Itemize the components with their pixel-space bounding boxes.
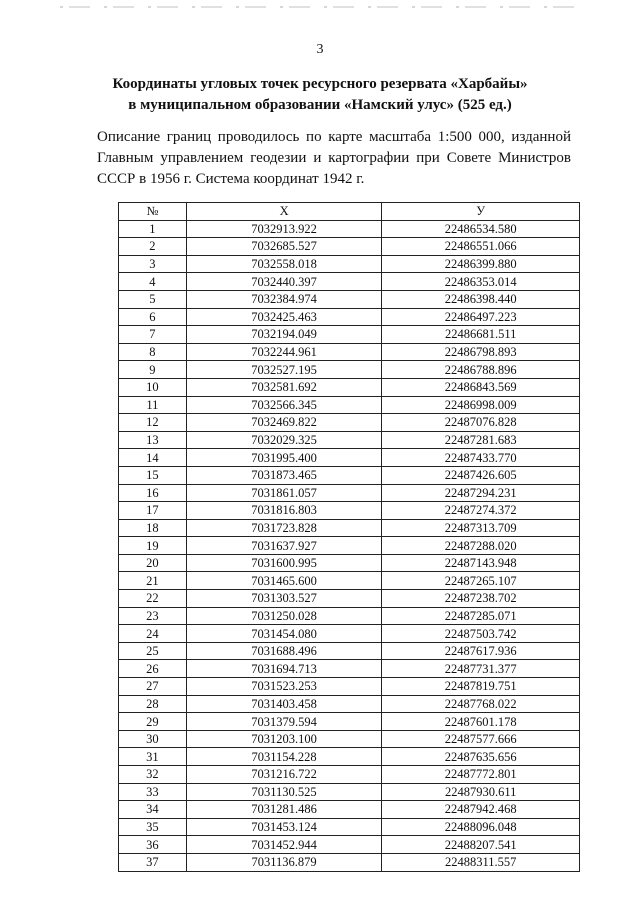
point-number-cell: 30 [119, 730, 187, 748]
table-body [119, 220, 580, 871]
x-coordinate-cell: 7031452.944 [186, 836, 382, 854]
x-coordinate-cell: 7032558.018 [186, 255, 382, 273]
point-number-cell: 29 [119, 713, 187, 731]
y-coordinate-cell: 22487143.948 [382, 554, 580, 572]
table-row [119, 660, 580, 678]
table-row [119, 695, 580, 713]
y-coordinate-cell: 22488207.541 [382, 836, 580, 854]
table-row [119, 519, 580, 537]
table-row [119, 713, 580, 731]
table-row [119, 730, 580, 748]
y-coordinate-cell: 22488311.557 [382, 853, 580, 871]
point-number-cell: 33 [119, 783, 187, 801]
table-row [119, 449, 580, 467]
y-coordinate-cell: 22487294.231 [382, 484, 580, 502]
y-coordinate-cell: 22486998.009 [382, 396, 580, 414]
x-coordinate-cell: 7031816.803 [186, 502, 382, 520]
x-coordinate-cell: 7031136.879 [186, 853, 382, 871]
y-coordinate-cell: 22486788.896 [382, 361, 580, 379]
point-number-cell: 35 [119, 818, 187, 836]
x-coordinate-cell: 7031453.124 [186, 818, 382, 836]
point-number-cell: 10 [119, 378, 187, 396]
table-row [119, 361, 580, 379]
document-title [0, 74, 640, 116]
y-coordinate-cell: 22487238.702 [382, 590, 580, 608]
table-row [119, 414, 580, 432]
table-row [119, 484, 580, 502]
x-coordinate-cell: 7032913.922 [186, 220, 382, 238]
x-coordinate-cell: 7031861.057 [186, 484, 382, 502]
table-row [119, 572, 580, 590]
table-header-row [119, 203, 580, 221]
point-number-cell: 7 [119, 326, 187, 344]
table-row [119, 537, 580, 555]
y-coordinate-cell: 22487617.936 [382, 642, 580, 660]
y-coordinate-cell: 22487731.377 [382, 660, 580, 678]
table-row [119, 554, 580, 572]
y-coordinate-cell: 22486398.440 [382, 290, 580, 308]
x-coordinate-cell: 7031600.995 [186, 554, 382, 572]
point-number-cell: 4 [119, 273, 187, 291]
table-row [119, 255, 580, 273]
point-number-cell: 27 [119, 678, 187, 696]
point-number-cell: 13 [119, 431, 187, 449]
point-number-cell: 31 [119, 748, 187, 766]
x-coordinate-cell: 7032425.463 [186, 308, 382, 326]
x-coordinate-cell: 7031130.525 [186, 783, 382, 801]
table-row [119, 326, 580, 344]
title-line-1: Координаты угловых точек ресурсного резервата «Харбайы» [112, 76, 528, 92]
point-number-cell: 22 [119, 590, 187, 608]
coordinates-table [118, 202, 580, 872]
header-y: У [382, 203, 580, 221]
y-coordinate-cell: 22486497.223 [382, 308, 580, 326]
table-row [119, 343, 580, 361]
x-coordinate-cell: 7032440.397 [186, 273, 382, 291]
table-row [119, 273, 580, 291]
table-row [119, 642, 580, 660]
table-row [119, 818, 580, 836]
y-coordinate-cell: 22486681.511 [382, 326, 580, 344]
table-row [119, 220, 580, 238]
point-number-cell: 23 [119, 607, 187, 625]
point-number-cell: 11 [119, 396, 187, 414]
x-coordinate-cell: 7031303.527 [186, 590, 382, 608]
x-coordinate-cell: 7032384.974 [186, 290, 382, 308]
table-row [119, 836, 580, 854]
x-coordinate-cell: 7032029.325 [186, 431, 382, 449]
y-coordinate-cell: 22486843.569 [382, 378, 580, 396]
point-number-cell: 25 [119, 642, 187, 660]
point-number-cell: 20 [119, 554, 187, 572]
x-coordinate-cell: 7031873.465 [186, 466, 382, 484]
table-row [119, 396, 580, 414]
y-coordinate-cell: 22487930.611 [382, 783, 580, 801]
table-row [119, 431, 580, 449]
x-coordinate-cell: 7031523.253 [186, 678, 382, 696]
table-row [119, 625, 580, 643]
y-coordinate-cell: 22487942.468 [382, 801, 580, 819]
y-coordinate-cell: 22487601.178 [382, 713, 580, 731]
table-row [119, 678, 580, 696]
point-number-cell: 24 [119, 625, 187, 643]
y-coordinate-cell: 22487265.107 [382, 572, 580, 590]
x-coordinate-cell: 7032566.345 [186, 396, 382, 414]
y-coordinate-cell: 22487281.683 [382, 431, 580, 449]
y-coordinate-cell: 22486353.014 [382, 273, 580, 291]
x-coordinate-cell: 7031454.080 [186, 625, 382, 643]
x-coordinate-cell: 7031154.228 [186, 748, 382, 766]
y-coordinate-cell: 22487819.751 [382, 678, 580, 696]
table-row [119, 783, 580, 801]
point-number-cell: 28 [119, 695, 187, 713]
y-coordinate-cell: 22486534.580 [382, 220, 580, 238]
y-coordinate-cell: 22487433.770 [382, 449, 580, 467]
point-number-cell: 8 [119, 343, 187, 361]
point-number-cell: 18 [119, 519, 187, 537]
y-coordinate-cell: 22487577.666 [382, 730, 580, 748]
scan-artifact-line [60, 6, 580, 8]
header-x: X [186, 203, 382, 221]
y-coordinate-cell: 22488096.048 [382, 818, 580, 836]
point-number-cell: 1 [119, 220, 187, 238]
x-coordinate-cell: 7031637.927 [186, 537, 382, 555]
y-coordinate-cell: 22487503.742 [382, 625, 580, 643]
point-number-cell: 17 [119, 502, 187, 520]
point-number-cell: 2 [119, 238, 187, 256]
x-coordinate-cell: 7031694.713 [186, 660, 382, 678]
x-coordinate-cell: 7031379.594 [186, 713, 382, 731]
point-number-cell: 6 [119, 308, 187, 326]
table-row [119, 748, 580, 766]
title-line-2: в муниципальном образовании «Намский улус» (525 ед.) [128, 97, 512, 113]
y-coordinate-cell: 22487635.656 [382, 748, 580, 766]
y-coordinate-cell: 22487288.020 [382, 537, 580, 555]
x-coordinate-cell: 7031995.400 [186, 449, 382, 467]
point-number-cell: 12 [119, 414, 187, 432]
page-number: 3 [316, 42, 324, 57]
x-coordinate-cell: 7032469.822 [186, 414, 382, 432]
table-row [119, 308, 580, 326]
point-number-cell: 16 [119, 484, 187, 502]
x-coordinate-cell: 7032244.961 [186, 343, 382, 361]
point-number-cell: 3 [119, 255, 187, 273]
table-row [119, 766, 580, 784]
table-row [119, 853, 580, 871]
table-row [119, 466, 580, 484]
table-row [119, 590, 580, 608]
x-coordinate-cell: 7031250.028 [186, 607, 382, 625]
table-row [119, 801, 580, 819]
point-number-cell: 32 [119, 766, 187, 784]
y-coordinate-cell: 22487285.071 [382, 607, 580, 625]
intro-paragraph: Описание границ проводилось по карте масштаба 1:500 000, изданной Главным управлением геодезии и картографии при Совете Министров СССР в 1956 г. Система координат 1942 г. [97, 129, 571, 187]
table-row [119, 378, 580, 396]
header-number: № [119, 203, 187, 221]
table-row [119, 238, 580, 256]
point-number-cell: 15 [119, 466, 187, 484]
point-number-cell: 34 [119, 801, 187, 819]
point-number-cell: 5 [119, 290, 187, 308]
point-number-cell: 19 [119, 537, 187, 555]
y-coordinate-cell: 22487076.828 [382, 414, 580, 432]
x-coordinate-cell: 7031723.828 [186, 519, 382, 537]
point-number-cell: 36 [119, 836, 187, 854]
point-number-cell: 21 [119, 572, 187, 590]
x-coordinate-cell: 7032685.527 [186, 238, 382, 256]
y-coordinate-cell: 22487772.801 [382, 766, 580, 784]
point-number-cell: 37 [119, 853, 187, 871]
x-coordinate-cell: 7032527.195 [186, 361, 382, 379]
point-number-cell: 9 [119, 361, 187, 379]
table-row [119, 290, 580, 308]
x-coordinate-cell: 7031216.722 [186, 766, 382, 784]
x-coordinate-cell: 7031465.600 [186, 572, 382, 590]
y-coordinate-cell: 22487313.709 [382, 519, 580, 537]
x-coordinate-cell: 7031688.496 [186, 642, 382, 660]
x-coordinate-cell: 7032581.692 [186, 378, 382, 396]
x-coordinate-cell: 7031203.100 [186, 730, 382, 748]
x-coordinate-cell: 7032194.049 [186, 326, 382, 344]
y-coordinate-cell: 22486798.893 [382, 343, 580, 361]
y-coordinate-cell: 22487426.605 [382, 466, 580, 484]
point-number-cell: 14 [119, 449, 187, 467]
table-row [119, 502, 580, 520]
y-coordinate-cell: 22486551.066 [382, 238, 580, 256]
point-number-cell: 26 [119, 660, 187, 678]
y-coordinate-cell: 22487274.372 [382, 502, 580, 520]
x-coordinate-cell: 7031281.486 [186, 801, 382, 819]
y-coordinate-cell: 22487768.022 [382, 695, 580, 713]
table-row [119, 607, 580, 625]
y-coordinate-cell: 22486399.880 [382, 255, 580, 273]
x-coordinate-cell: 7031403.458 [186, 695, 382, 713]
